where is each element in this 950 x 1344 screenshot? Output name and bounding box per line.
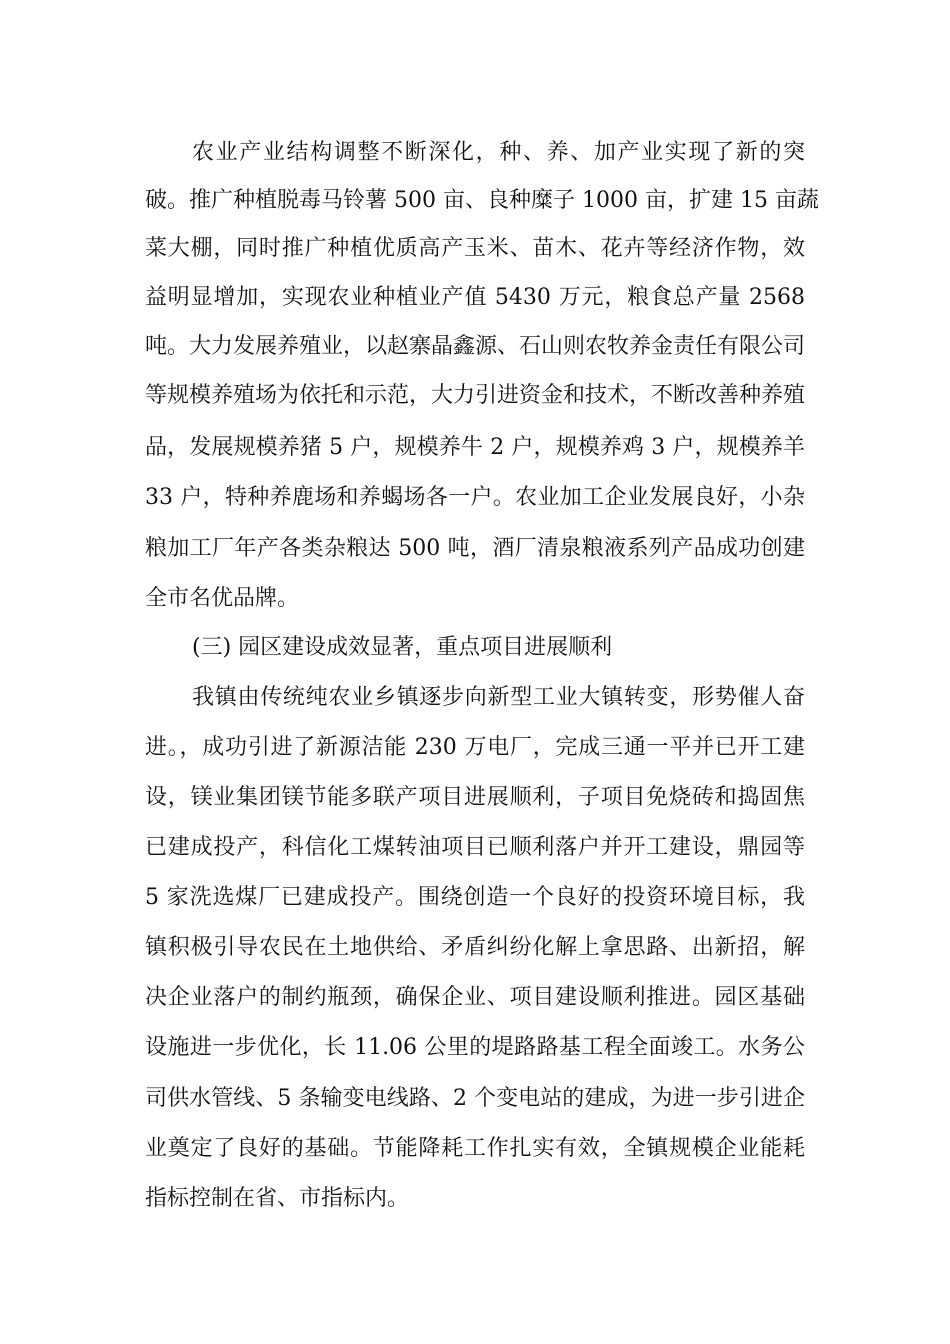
paragraph-1-line-7: 品，发展规模养猪 5 户，规模养牛 2 户，规模养鸡 3 户，规模养羊 [145, 435, 805, 460]
paragraph-2-line-7: 决企业落户的制约瓶颈，确保企业、项目建设顺利推进。园区基础 [145, 985, 805, 1010]
paragraph-1-line-4: 益明显增加，实现农业种植业产值 5430 万元，粮食总产量 2568 [145, 285, 805, 310]
paragraph-1-line-9: 粮加工厂年产各类杂粮达 500 吨，酒厂清泉粮液系列产品成功创建 [145, 536, 805, 561]
paragraph-2-line-6: 镇积极引导农民在土地供给、矛盾纠纷化解上拿思路、出新招，解 [145, 935, 805, 960]
paragraph-1-line-5: 吨。大力发展养殖业，以赵寨晶鑫源、石山则农牧养金责任有限公司 [145, 334, 806, 359]
paragraph-2-line-8: 设施进一步优化，长 11.06 公里的堤路路基工程全面竣工。水务公 [145, 1035, 805, 1060]
paragraph-1-line-10: 全市名优品牌。 [145, 586, 300, 611]
paragraph-2-line-3: 设，镁业集团镁节能多联产项目进展顺利，子项目免烧砖和捣固焦 [145, 785, 805, 810]
paragraph-1-line-1: 农业产业结构调整不断深化，种、养、加产业实现了新的突 [192, 140, 805, 165]
paragraph-1-line-2: 破。推广种植脱毒马铃薯 500 亩、良种糜子 1000 亩，扩建 15 亩蔬 [145, 188, 819, 213]
section-heading: (三) 园区建设成效显著，重点项目进展顺利 [192, 635, 613, 660]
paragraph-1-line-8: 33 户，特种养鹿场和养蝎场各一户。农业加工企业发展良好，小杂 [145, 485, 805, 510]
paragraph-2-line-2: 进。，成功引进了新源洁能 230 万电厂，完成三通一平并已开工建 [145, 735, 805, 760]
paragraph-1-line-3: 菜大棚，同时推广种植优质高产玉米、苗木、花卉等经济作物，效 [145, 236, 805, 261]
paragraph-2-line-4: 已建成投产，科信化工煤转油项目已顺利落户并开工建设，鼎园等 [145, 835, 805, 860]
paragraph-2-line-10: 业奠定了良好的基础。节能降耗工作扎实有效，全镇规模企业能耗 [145, 1136, 805, 1161]
paragraph-2-line-1: 我镇由传统纯农业乡镇逐步向新型工业大镇转变，形势催人奋 [192, 685, 805, 710]
paragraph-2-line-11: 指标控制在省、市指标内。 [145, 1186, 410, 1211]
paragraph-2-line-5: 5 家洗选煤厂已建成投产。围绕创造一个良好的投资环境目标，我 [145, 885, 805, 910]
paragraph-1-line-6: 等规模养殖场为依托和示范，大力引进资金和技术，不断改善种养殖 [145, 383, 806, 408]
paragraph-2-line-9: 司供水管线、5 条输变电线路、2 个变电站的建成，为进一步引进企 [145, 1086, 805, 1111]
